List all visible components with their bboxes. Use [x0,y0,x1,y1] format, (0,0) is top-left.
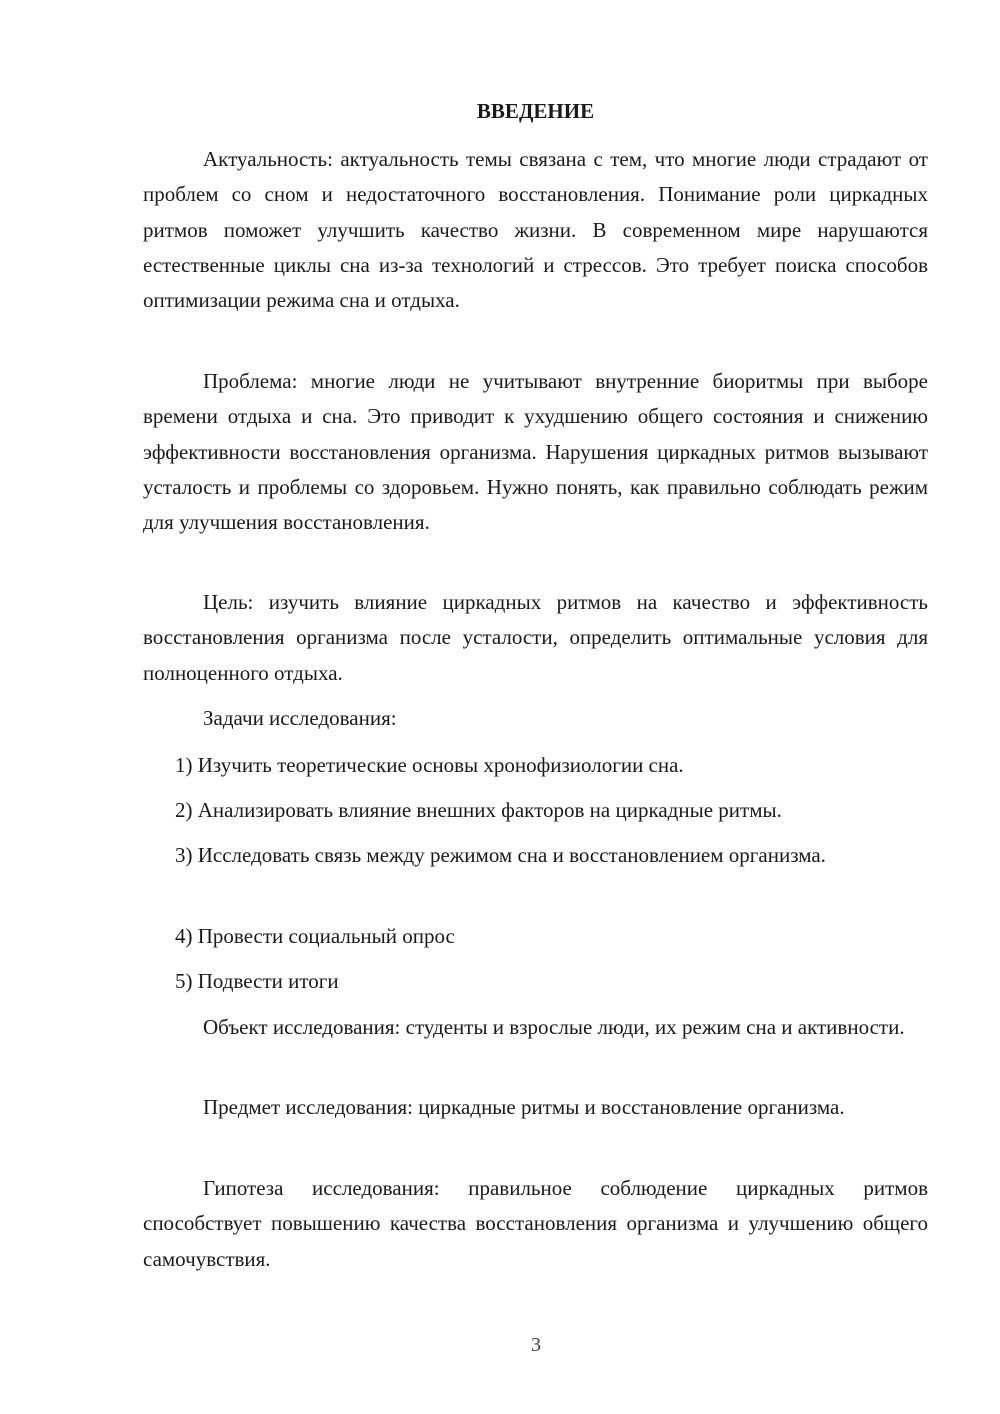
task-item: 2) Анализировать влияние внешних факторов на циркадные ритмы. [175,798,782,822]
paragraph-hypothesis: Гипотеза исследования: правильное соблюдение циркадных ритмов способствует повышению качества восстановления организма и улучшению общего самочувствия. [143,1176,928,1271]
task-item: 3) Исследовать связь между режимом сна и восстановлением организма. [175,843,826,867]
task-item: 5) Подвести итоги [175,969,339,993]
task-item: 1) Изучить теоретические основы хронофизиологии сна. [175,753,684,777]
page-number: 3 [531,1334,541,1356]
tasks-heading: Задачи исследования: [203,706,397,730]
task-item: 4) Провести социальный опрос [175,924,455,948]
paragraph-problem: Проблема: многие люди не учитывают внутренние биоритмы при выборе времени отдыха и сна. Это приводит к ухудшению общего состояния и снижению эффективности восстановления организма. Нарушения циркадных ритмов вызывают усталость и проблемы со здоровьем. Нужно понять, как правильно соблюдать режим для улучшения восстановления. [143,369,928,535]
paragraph-object: Объект исследования: студенты и взрослые люди, их режим сна и активности. [203,1015,905,1039]
paragraph-relevance: Актуальность: актуальность темы связана с тем, что многие люди страдают от проблем со сном и недостаточного восстановления. Понимание роли циркадных ритмов поможет улучшить качество жизни. В современном мире нарушаются естественные циклы сна из-за технологий и стрессов. Это требует поиска способов оптимизации режима сна и отдыха. [143,147,928,313]
paragraph-subject: Предмет исследования: циркадные ритмы и восстановление организма. [203,1095,845,1119]
paragraph-goal: Цель: изучить влияние циркадных ритмов на качество и эффективность восстановления организма после усталости, определить оптимальные условия для полноценного отдыха. [143,590,928,685]
section-title: ВВЕДЕНИЕ [476,99,595,123]
